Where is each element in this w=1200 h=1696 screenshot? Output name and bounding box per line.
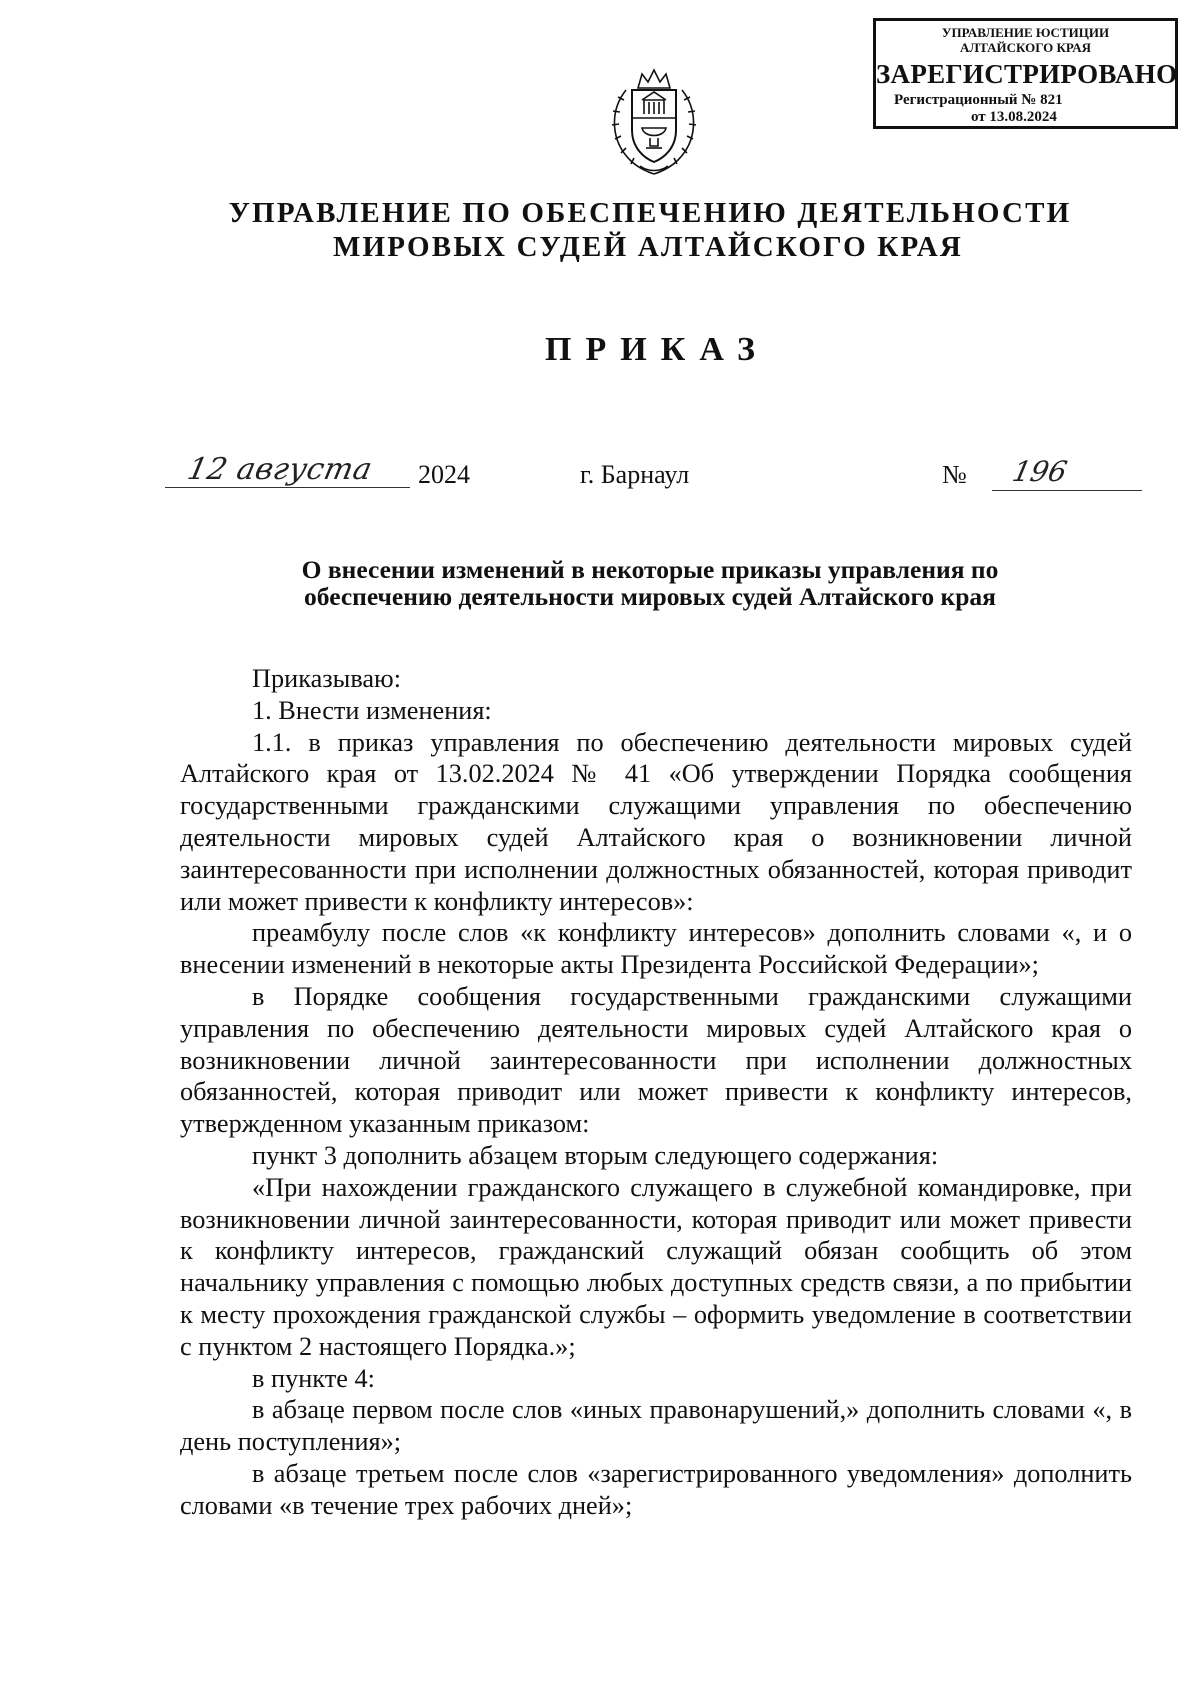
handwritten-number: 196 [1009,455,1070,488]
paragraph-procedure: в Порядке сообщения государственными гражданскими служащими управления по обеспечению деятельности мировых судей Алтайского края о возникновении личной заинтересованности при исполнении должностных обязанностей, которая приводит или может привести к конфликту интересов, утвержденном указанным приказом: [180,981,1132,1139]
document-type-title: ПРИКАЗ [545,331,769,368]
document-subject [0,556,1200,610]
number-underline [992,490,1142,491]
stamp-authority-line2: АЛТАЙСКОГО КРАЯ [960,40,1091,55]
paragraph-quoted-text: «При нахождении гражданского служащего в служебной командировке, при возникновении личной заинтересованности, которая приводит или может привести к конфликту интересов, гражданский служащий обязан сообщить об этом начальнику управления с помощью любых доступных средств связи, а по прибытии к месту прохождения гражданской службы – оформить уведомление в соответствии с пунктом 2 настоящего Порядка.»; [180,1172,1132,1361]
paragraph-order-intro: Приказываю: [252,664,402,693]
date-underline [165,487,410,488]
handwritten-date: 12 августа [184,452,376,487]
paragraph-preamble: преамбулу после слов «к конфликту интересов» дополнить словами «, и о внесении изменений в некоторые акты Президента Российской Федерации»; [180,918,1132,980]
paragraph-point-4: в пункте 4: [252,1363,375,1393]
document-body [180,663,1132,1522]
stamp-authority-line1: УПРАВЛЕНИЕ ЮСТИЦИИ [941,25,1110,40]
paragraph-first-abzac: в абзаце первом после слов «иных правонарушений,» дополнить словами «, в день поступления»; [180,1395,1132,1457]
date-year: 2024 [418,460,470,489]
subject-line2: обеспечению деятельности мировых судей Алтайского края [304,582,996,611]
coat-of-arms-icon [604,60,704,180]
registration-stamp [873,18,1178,129]
paragraph-point-3: пункт 3 дополнить абзацем вторым следующего содержания: [252,1140,939,1170]
stamp-status: ЗАРЕГИСТРИРОВАНО [876,59,1178,89]
city: г. Барнаул [580,460,690,489]
organization-name-line2: МИРОВЫХ СУДЕЙ АЛТАЙСКОГО КРАЯ [332,231,964,263]
stamp-reg-date: от 13.08.2024 [971,109,1057,125]
number-label: № [942,460,967,489]
organization-name-line1: УПРАВЛЕНИЕ ПО ОБЕСПЕЧЕНИЮ ДЕЯТЕЛЬНОСТИ [228,197,1072,229]
stamp-reg-number: Регистрационный № 821 [894,92,1063,108]
paragraph-item-1: 1. Внести изменения: [252,695,492,725]
subject-line1: О внесении изменений в некоторые приказы управления по [301,555,999,584]
paragraph-item-1-1: 1.1. в приказ управления по обеспечению деятельности мировых судей Алтайского края от 13.02.2024 № 41 «Об утверждении Порядка сообщения государственными гражданскими служащими управления по обеспечению деятельности мировых судей Алтайского края о возникновении личной заинтересованности при исполнении должностных обязанностей, которая приводит или может привести к конфликту интересов»: [180,727,1132,916]
paragraph-third-abzac: в абзаце третьем после слов «зарегистрированного уведомления» дополнить словами «в течение трех рабочих дней»; [180,1458,1132,1520]
